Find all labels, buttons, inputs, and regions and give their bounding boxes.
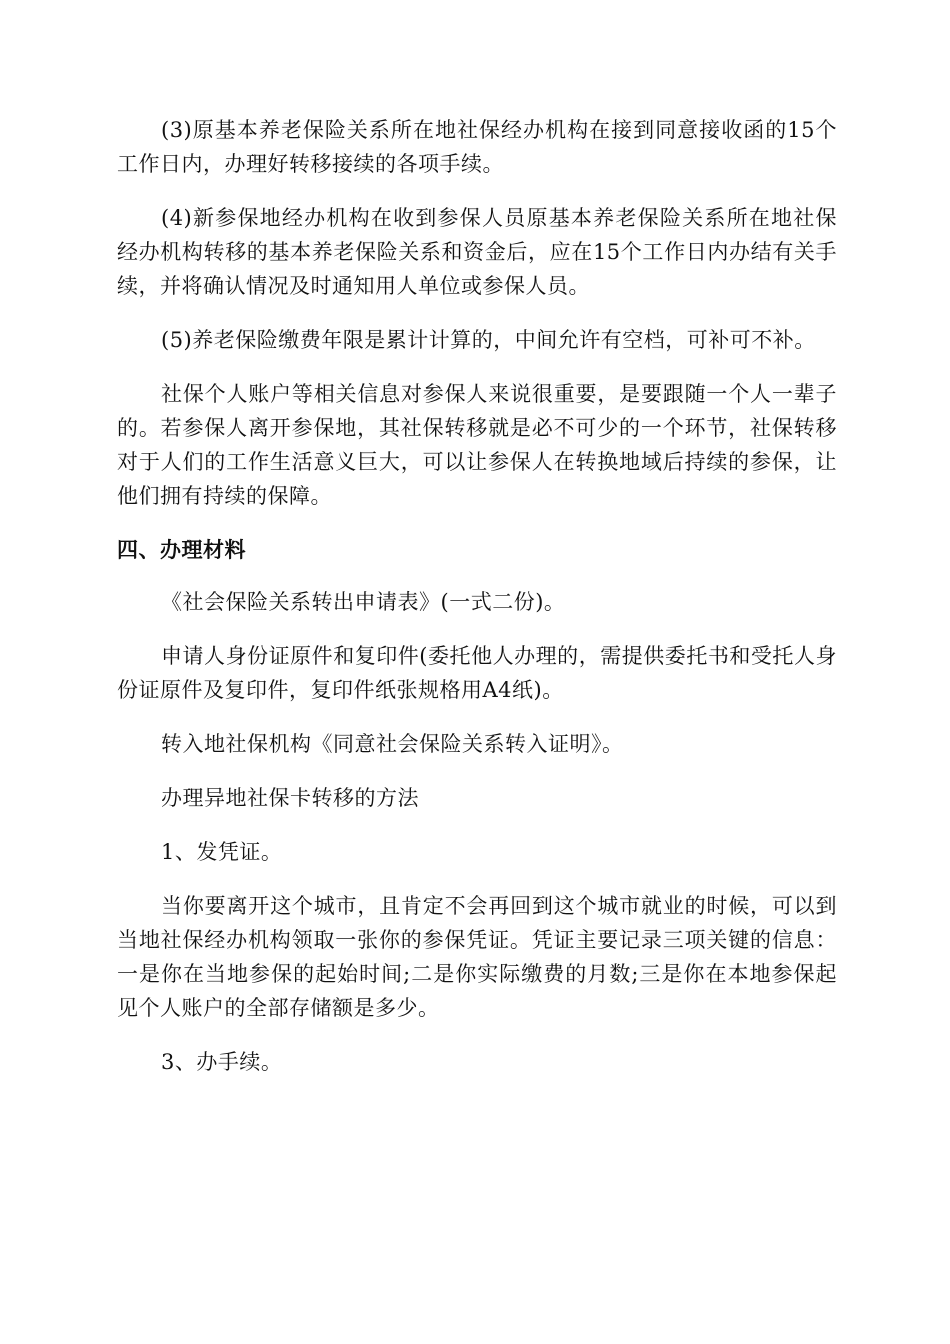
material-form: 《社会保险关系转出申请表》(一式二份)。	[161, 590, 566, 614]
material-id-card: 申请人身份证原件和复印件(委托他人办理的，需提供委托书和受托人身份证原件及复印件，复印件纸张规格用A4纸)。	[117, 644, 837, 702]
step-3: 3、办手续。	[161, 1050, 283, 1074]
material-proof: 转入地社保机构《同意社会保险关系转入证明》。	[161, 732, 624, 756]
step-1-detail: 当你要离开这个城市，且肯定不会再回到这个城市就业的时候，可以到当地社保经办机构领取一张你的参保凭证。凭证主要记录三项关键的信息：一是你在当地参保的起始时间;二是你实际缴费的月数;三是你在本地参保起见个人账户的全部存储额是多少。	[117, 894, 837, 1020]
paragraph-item-5: (5)养老保险缴费年限是累计计算的，中间允许有空档，可补可不补。	[161, 328, 816, 352]
step-1: 1、发凭证。	[161, 840, 283, 864]
paragraph-item-4: (4)新参保地经办机构在收到参保人员原基本养老保险关系所在地社保经办机构转移的基本养老保险关系和资金后，应在15个工作日内办结有关手续，并将确认情况及时通知用人单位或参保人员。	[117, 206, 837, 298]
paragraph-summary: 社保个人账户等相关信息对参保人来说很重要，是要跟随一个人一辈子的。若参保人离开参保地，其社保转移就是必不可少的一个环节，社保转移对于人们的工作生活意义巨大，可以让参保人在转换地域后持续的参保，让他们拥有持续的保障。	[117, 382, 837, 508]
transfer-method-title: 办理异地社保卡转移的方法	[161, 786, 419, 810]
section-heading: 四、办理材料	[117, 538, 246, 562]
paragraph-item-3: (3)原基本养老保险关系所在地社保经办机构在接到同意接收函的15个工作日内，办理好转移接续的各项手续。	[117, 118, 837, 176]
document-body	[117, 113, 837, 1079]
